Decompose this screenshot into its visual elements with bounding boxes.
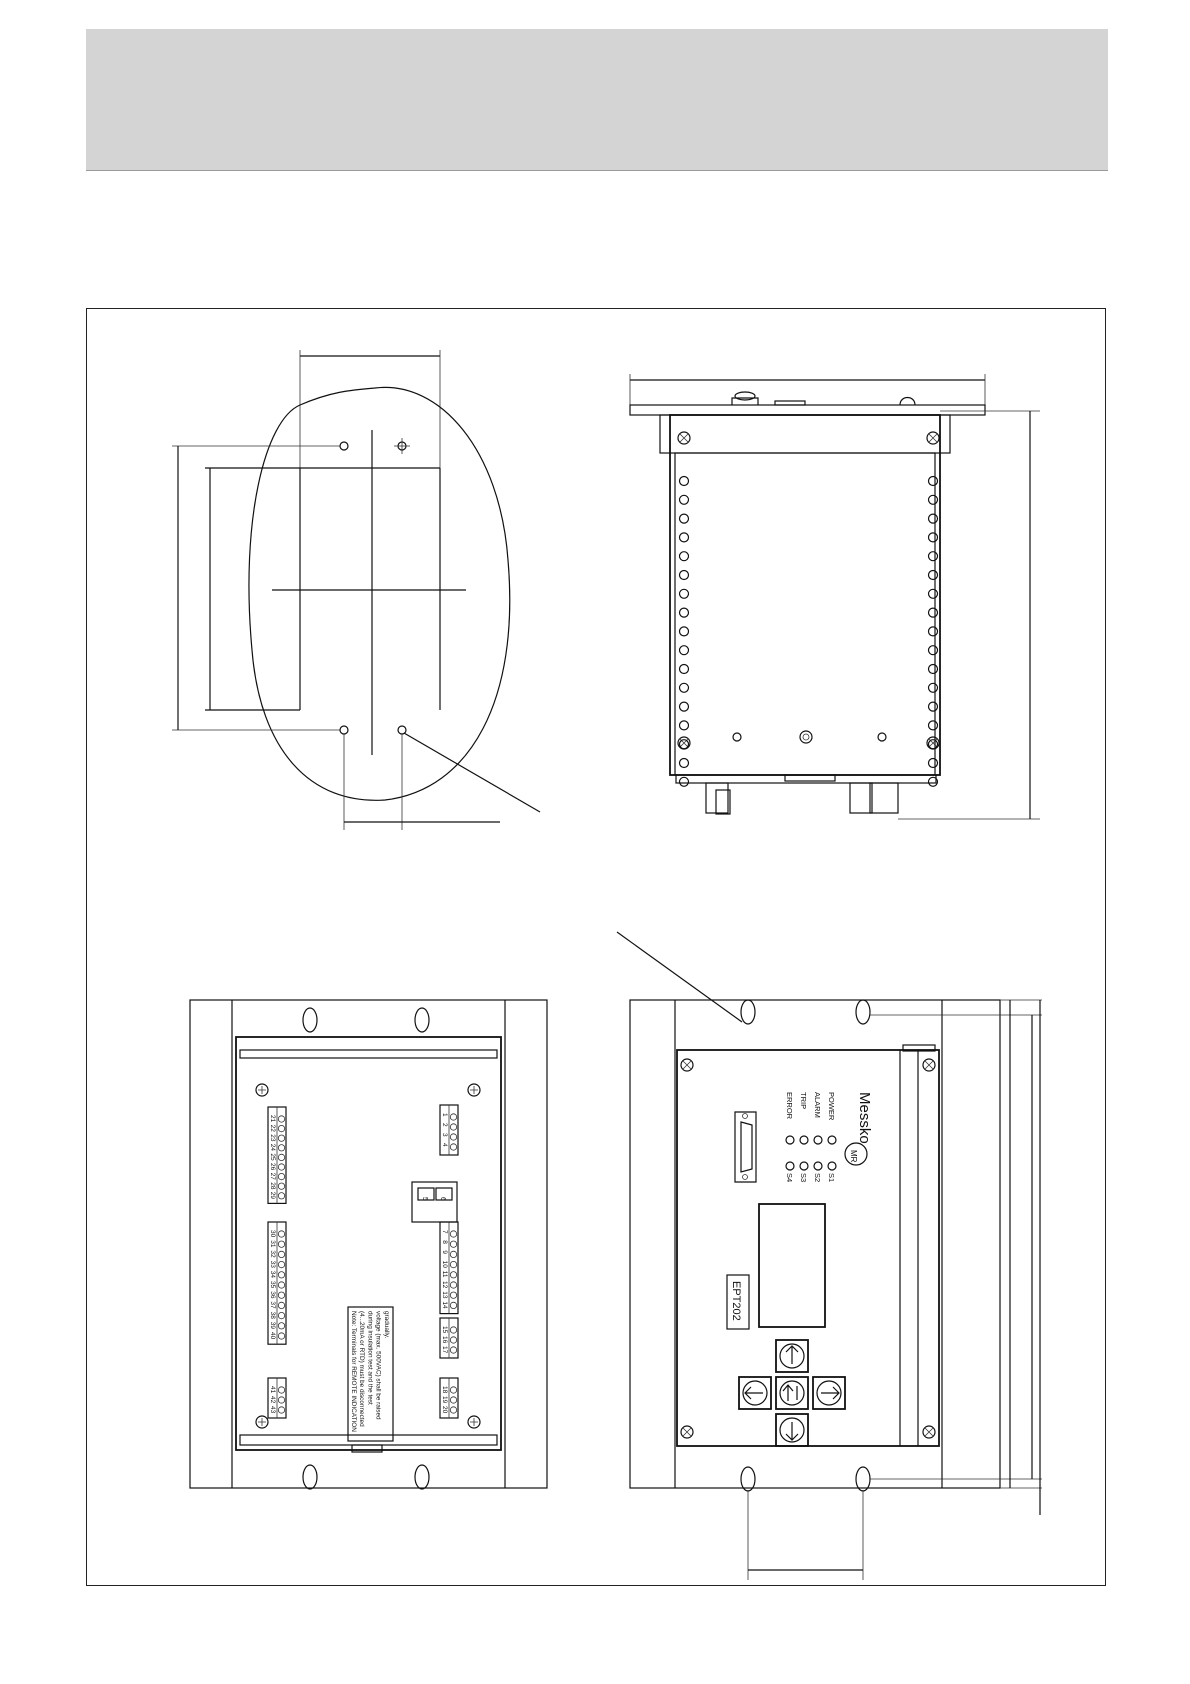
terminal-screw [450,1124,456,1130]
terminal-number: 11 [441,1270,448,1278]
connector-label: 6 [439,1197,446,1201]
terminal-screw [450,1347,456,1353]
terminal-screw [278,1272,284,1278]
rear-view [190,1000,547,1489]
terminal-number: 10 [441,1260,448,1268]
led-indicator [800,1136,808,1144]
terminal-screw [278,1183,284,1189]
terminal-number: 13 [441,1291,448,1299]
vent-hole [929,759,938,768]
terminal-number: 36 [269,1291,276,1299]
led-label: POWER [827,1092,836,1121]
vent-hole [929,533,938,542]
led-label: S1 [827,1173,836,1183]
terminal-screw [450,1114,456,1120]
terminal-number: 32 [269,1250,276,1258]
cutout-view [172,350,540,830]
model-label: EPT202 [730,1281,742,1321]
terminal-number: 41 [269,1386,276,1394]
up-arrow-button[interactable] [776,1340,808,1372]
terminal-screw [278,1387,284,1393]
terminal-number: 19 [441,1396,448,1404]
vent-hole [929,477,938,486]
terminal-number: 26 [269,1163,276,1171]
note-line: Note: Terminals for REMOTE INDICATION [350,1311,357,1432]
terminal-number: 21 [269,1115,276,1123]
note-line: during insulation test and the test [366,1311,374,1405]
terminal-number: 24 [269,1143,276,1152]
terminal-number: 1 [441,1113,448,1117]
terminal-screw [278,1173,284,1179]
vent-hole [680,702,689,711]
terminal-screw [278,1407,284,1413]
terminal-number: 9 [441,1250,448,1255]
terminal-screw [450,1144,456,1150]
terminal-screw [278,1125,284,1131]
vent-hole [929,702,938,711]
terminal-screw [450,1397,456,1403]
vent-hole [929,627,938,636]
terminal-number: 22 [269,1124,276,1132]
terminal-screw [278,1251,284,1257]
vent-hole [680,665,689,674]
terminal-number: 7 [441,1230,448,1234]
vent-hole [929,646,938,655]
vent-hole [680,608,689,617]
led-label: ERROR [785,1092,794,1120]
brand-label: Messko [856,1092,873,1144]
terminal-number: 34 [269,1270,276,1279]
terminal-number: 43 [269,1406,276,1414]
screw-icon [678,432,939,749]
terminal-screw [278,1145,284,1151]
led-indicator [786,1162,794,1170]
terminal-number: 3 [441,1133,448,1137]
terminal-number: 35 [269,1281,276,1289]
terminal-number: 40 [269,1332,276,1340]
vent-hole [929,740,938,749]
terminal-screw [450,1337,456,1343]
terminal-screw [278,1312,284,1318]
terminal-screw [450,1282,456,1288]
vent-hole [680,477,689,486]
vent-hole [929,665,938,674]
terminal-screw [450,1272,456,1278]
vent-hole [929,552,938,561]
led-label: S3 [799,1173,808,1183]
note-line: (4...20mA or RTD) must be disconnected [358,1311,366,1427]
vent-hole [929,495,938,504]
vent-hole [680,552,689,561]
terminal-number: 18 [441,1386,448,1394]
terminal-number: 2 [441,1123,448,1127]
front-view [630,1000,1042,1580]
terminal-screw [278,1241,284,1247]
terminal-screw [450,1231,456,1237]
terminal-number: 31 [269,1240,276,1248]
terminal-number: 8 [441,1240,448,1244]
terminal-screw [278,1261,284,1267]
terminal-number: 38 [269,1311,276,1319]
terminal-screw [278,1292,284,1298]
terminal-number: 29 [269,1191,276,1200]
led-indicator [786,1136,794,1144]
led-indicator [828,1136,836,1144]
terminal-number: 27 [269,1172,276,1180]
terminal-screw [278,1302,284,1308]
terminal-number: 37 [269,1301,276,1309]
logo-mark: MR [849,1150,858,1163]
terminal-screw [278,1193,284,1199]
led-label: S2 [813,1173,822,1183]
terminal-screw [450,1134,456,1140]
vent-hole [680,759,689,768]
led-indicator [814,1162,822,1170]
vent-hole [680,589,689,598]
terminal-number: 39 [269,1321,276,1330]
terminal-screw [278,1333,284,1339]
terminal-number: 17 [441,1346,448,1354]
led-label: S4 [785,1173,794,1183]
terminal-screw [278,1164,284,1170]
terminal-screw [450,1327,456,1333]
terminal-number: 14 [441,1301,448,1309]
vent-hole [680,495,689,504]
terminal-number: 25 [269,1153,276,1161]
terminal-screw [278,1154,284,1160]
terminal-screw [450,1261,456,1267]
side-view [630,374,1040,819]
vent-hole [680,571,689,580]
terminal-number: 28 [269,1182,276,1190]
terminal-screw [278,1323,284,1329]
down-arrow-button[interactable] [776,1414,808,1446]
enter-button[interactable] [776,1377,808,1409]
terminal-number: 30 [269,1230,276,1238]
terminal-number: 20 [441,1406,448,1414]
terminal-screw [278,1282,284,1288]
terminal-screw [450,1241,456,1247]
terminal-number: 4 [441,1143,448,1147]
terminal-number: 42 [269,1396,276,1404]
vent-hole [680,646,689,655]
vent-hole [929,589,938,598]
vent-hole [680,533,689,542]
vent-hole [929,608,938,617]
terminal-screw [278,1116,284,1122]
terminal-number: 33 [269,1260,276,1268]
terminal-screw [450,1302,456,1308]
vent-hole [680,683,689,692]
vent-hole [680,721,689,730]
vent-hole [680,740,689,749]
terminal-number: 12 [441,1281,448,1289]
terminal-screw [278,1135,284,1141]
vent-hole [929,571,938,580]
vent-hole [929,683,938,692]
terminal-screw [450,1292,456,1298]
right-arrow-button[interactable] [813,1377,845,1409]
vent-hole [680,777,689,786]
terminal-screw [450,1387,456,1393]
terminal-screw [450,1251,456,1257]
terminal-screw [278,1397,284,1403]
note-line: voltage (max. 500VAC) shall be raised [374,1311,382,1420]
led-indicator [800,1162,808,1170]
vent-hole [929,514,938,523]
terminal-number: 23 [269,1134,276,1142]
vent-hole [929,721,938,730]
vent-hole [680,627,689,636]
led-label: ALARM [813,1092,822,1118]
led-indicator [814,1136,822,1144]
vent-hole [680,514,689,523]
terminal-screw [278,1231,284,1237]
led-indicator [828,1162,836,1170]
left-arrow-button[interactable] [739,1377,771,1409]
terminal-number: 16 [441,1336,448,1344]
note-line: gradually. [382,1311,390,1339]
terminal-screw [450,1407,456,1413]
connector-label: 5 [421,1197,428,1201]
led-label: TRIP [799,1092,808,1110]
terminal-number: 15 [441,1326,448,1334]
